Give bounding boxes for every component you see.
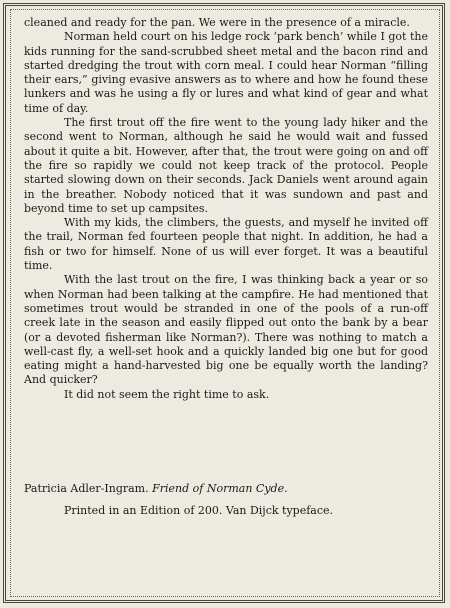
paragraph-2: Norman held court on his ledge rock ‘park bench’ while I got the kids running for the sand-scrubbed sheet metal and the bacon rind and started dredging the trout with corn meal. I could hear Norman “filling their ears,” giving evasive answers as to where and how he found these lunkers and was he using a fly or lures and what kind of gear and what time of day. [24, 30, 428, 115]
author-name: Patricia Adler-Ingram. [24, 482, 149, 495]
paragraph-5: With the last trout on the fire, I was thinking back a year or so when Norman had been talking at the campfire. He had mentioned that sometimes trout would be stranded in one of the pools of a run-off creek late in the season and easily flipped out onto the bank by a bear (or a devoted fisherman like Norman?). There was nothing to match a well-cast fly, a well-set hook and a quickly landed big one but for good eating might a hand-harvested big one be equally worth the landing? And quicker? [24, 273, 428, 387]
paragraph-4: With my kids, the climbers, the guests, and myself he invited off the trail, Norman fed fourteen people that night. In addition, he had a fish or two for himself. None of us will ever forget. It was a beautiful time. [24, 216, 428, 273]
author-credit [24, 482, 428, 496]
body-text [24, 16, 428, 402]
colophon: Printed in an Edition of 200. Van Dijck typeface. [64, 504, 334, 517]
paragraph-3: The first trout off the fire went to the young lady hiker and the second went to Norman, although he said he would wait and fussed about it quite a bit. However, after that, the trout were going on and off the fire so rapidly we could not keep track of the protocol. People started slowing down on their seconds. Jack Daniels went around again in the breather. Nobody noticed that it was sundown and past and beyond time to set up campsites. [24, 116, 428, 215]
paragraph-1: cleaned and ready for the pan. We were in the presence of a miracle. [24, 16, 410, 29]
author-role: Friend of Norman Cyde. [152, 482, 288, 495]
paragraph-6: It did not seem the right time to ask. [64, 387, 270, 401]
